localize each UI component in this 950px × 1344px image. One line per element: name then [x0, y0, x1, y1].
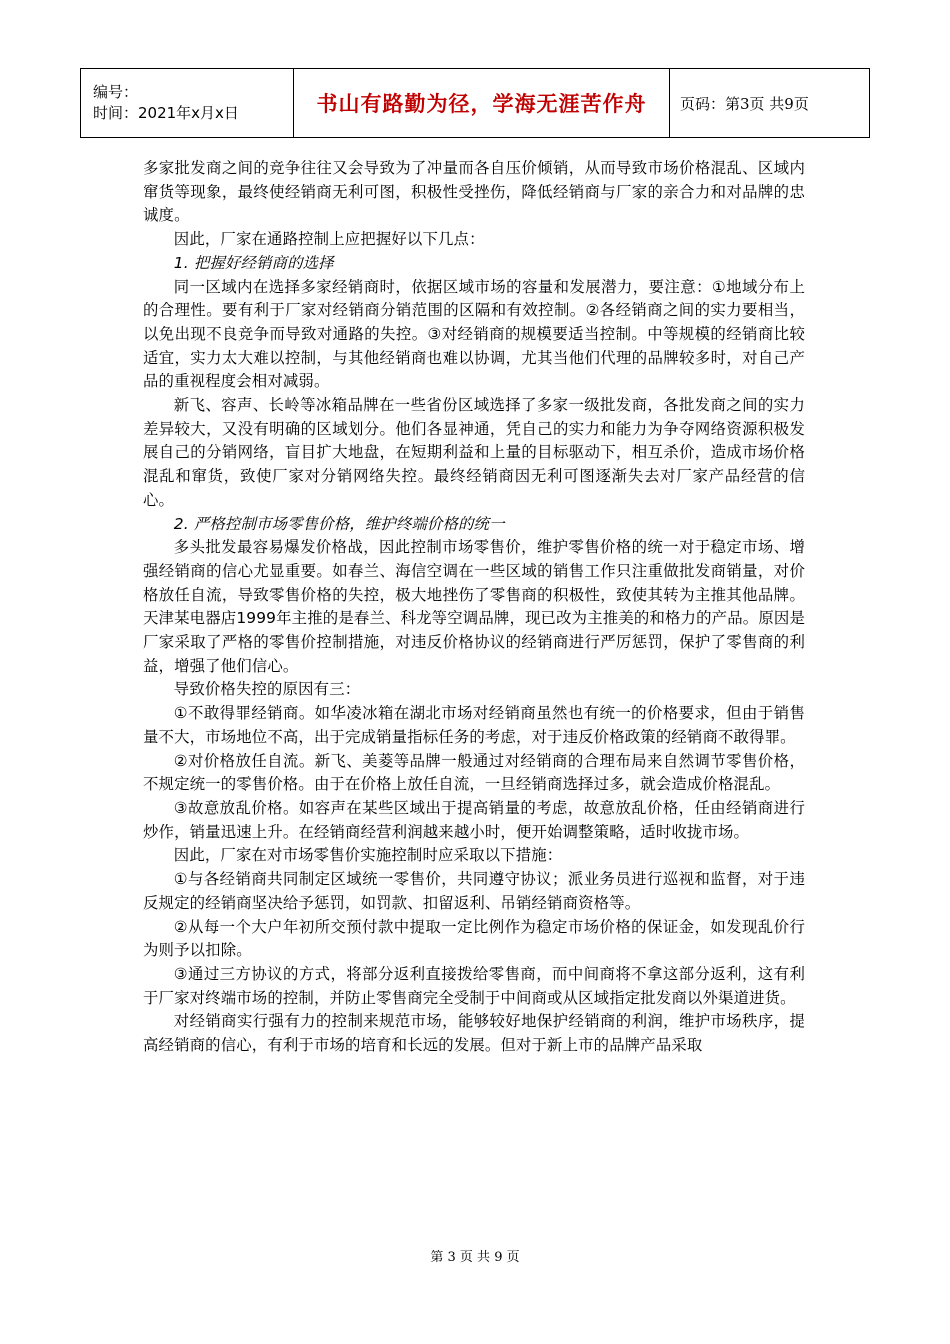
subheading: 2. 严格控制市场零售价格，维护终端价格的统一	[173, 514, 505, 533]
header-page-info: 页码：第3页 共9页	[670, 69, 870, 138]
paragraph: 对经销商实行强有力的控制来规范市场，能够较好地保护经销商的利润，维护市场秩序，提高经销商的信心，有利于市场的培育和长远的发展。但对于新上市的品牌产品采取	[143, 1012, 805, 1055]
paragraph: ①不敢得罪经销商。如华凌冰箱在湖北市场对经销商虽然也有统一的价格要求，但由于销售量不大，市场地位不高，出于完成销量指标任务的考虑，对于违反价格政策的经销商不敢得罪。	[143, 704, 805, 746]
paragraph: 导致价格失控的原因有三：	[173, 680, 361, 699]
page-footer: 第 3 页 共 9 页	[430, 1250, 520, 1265]
paragraph: 新飞、容声、长岭等冰箱品牌在一些省份区域选择了多家一级批发商，各批发商之间的实力差异较大，又没有明确的区域划分。他们各显神通，凭自己的实力和能力为争夺网络资源积极发展自己的分销网络，盲目扩大地盘，在短期利益和上量的目标驱动下，相互杀价，造成市场价格混乱和窜货，致使厂家对分销网络失控。最终经销商因无利可图逐渐失去对厂家产品经营的信心。	[143, 396, 805, 509]
paragraph: 同一区域内在选择多家经销商时，依据区域市场的容量和发展潜力，要注意：①地域分布上的合理性。要有利于厂家对经销商分销范围的区隔和有效控制。②各经销商之间的实力要相当，以免出现不良竞争而导致对通路的失控。③对经销商的规模要适当控制。中等规模的经销商比较适宜，实力太大难以控制，与其他经销商也难以协调，尤其当他们代理的品牌较多时，对自己产品的重视程度会相对减弱。	[143, 277, 805, 391]
doc-number-label: 编号：	[93, 83, 139, 101]
header-table	[80, 68, 870, 138]
subheading: 1. 把握好经销商的选择	[173, 253, 334, 272]
doc-time-label: 时间：2021年x月x日	[93, 104, 239, 122]
paragraph: 多家批发商之间的竞争往往又会导致为了冲量而各自压价倾销，从而导致市场价格混乱、区域内窜货等现象，最终使经销商无利可图，积极性受挫伤，降低经销商与厂家的亲合力和对品牌的忠诚度。	[143, 159, 805, 225]
paragraph: ①与各经销商共同制定区域统一零售价，共同遵守协议；派业务员进行巡视和监督，对于违反规定的经销商坚决给予惩罚，如罚款、扣留返利、吊销经销商资格等。	[143, 870, 805, 912]
paragraph: 因此，厂家在通路控制上应把握好以下几点：	[173, 230, 485, 249]
paragraph: 多头批发最容易爆发价格战，因此控制市场零售价，维护零售价格的统一对于稳定市场、增强经销商的信心尤显重要。如春兰、海信空调在一些区域的销售工作只注重做批发商销量，对价格放任自流，导致零售价格的失控，极大地挫伤了零售商的积极性，致使其转为主推其他品牌。天津某电器店1999年主推的是春兰、科龙等空调品牌，现已改为主推美的和格力的产品。原因是厂家采取了严格的零售价控制措施，对违反价格协议的经销商进行严厉惩罚，保护了零售商的利益，增强了他们信心。	[143, 538, 805, 675]
paragraph: ②对价格放任自流。新飞、美菱等品牌一般通过对经销商的合理布局来自然调节零售价格，不规定统一的零售价格。由于在价格上放任自流，一旦经销商选择过多，就会造成价格混乱。	[143, 751, 805, 794]
paragraph: 因此，厂家在对市场零售价实施控制时应采取以下措施：	[173, 846, 563, 865]
paragraph: ③通过三方协议的方式，将部分返利直接拨给零售商，而中间商将不拿这部分返利，这有利于厂家对终端市场的控制，并防止零售商完全受制于中间商或从区域指定批发商以外渠道进货。	[143, 964, 805, 1007]
header-meta	[81, 69, 294, 138]
header-motto: 书山有路勤为径，学海无涯苦作舟	[294, 69, 670, 138]
paragraph: ③故意放乱价格。如容声在某些区域出于提高销量的考虑，故意放乱价格，任由经销商进行炒作，销量迅速上升。在经销商经营利润越来越小时，便开始调整策略，适时收拢市场。	[143, 798, 805, 841]
paragraph: ②从每一个大户年初所交预付款中提取一定比例作为稳定市场价格的保证金，如发现乱价行为则予以扣除。	[143, 917, 805, 960]
document-body	[143, 157, 805, 1058]
